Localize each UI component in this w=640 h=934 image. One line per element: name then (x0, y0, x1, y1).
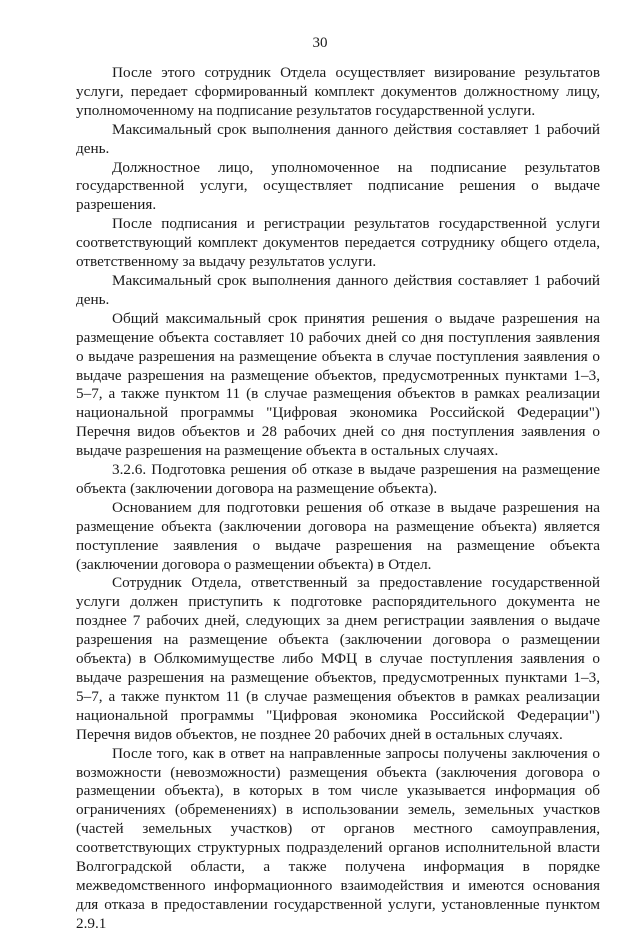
paragraph-deadline-1: Максимальный срок выполнения данного действия составляет 1 рабочий день. (76, 120, 600, 157)
paragraph-grounds: Основанием для подготовки решения об отказе в выдаче разрешения на размещение объекта (заключении договора на размещение объекта) является поступление заявления о выдаче разрешения на размещение объекта (заключении договора о размещении объекта) в Отдел. (76, 498, 600, 573)
document-body (76, 64, 600, 934)
paragraph-total-deadline: Общий максимальный срок принятия решения о выдаче разрешения на размещение объекта составляет 10 рабочих дней со дня поступления заявления о выдаче разрешения на размещение объекта в случае поступления заявления о выдаче разрешения на размещение объектов, предусмотренных пунктами 1–3, 5–7, а также пунктом 11 (в случае размещения объектов в рамках реализации национальной программы "Цифровая экономика Российской Федерации") Перечня видов объектов и 28 рабочих дней со дня поступления заявления о выдаче разрешения на размещение объекта в остальных случаях. (76, 309, 600, 460)
paragraph-visa: После этого сотрудник Отдела осуществляет визирование результатов услуги, передает сформированный комплект документов должностному лицу, уполномоченному на подписание результатов государственной услуги. (76, 64, 600, 119)
page-number: 30 (312, 35, 328, 51)
paragraph-registration: После подписания и регистрации результатов государственной услуги соответствующий комплект документов передается сотруднику общего отдела, ответственному за выдачу результатов услуги. (76, 215, 600, 271)
paragraph-after-requests: После того, как в ответ на направленные запросы получены заключения о возможности (невозможности) размещения объекта (заключения договора о размещении объекта), в которых в том числе указывается информация об ограничениях (обременениях) в использовании земель, земельных участков (частей земельных участков) от органов местного самоуправления, соответствующих структурных подразделений органов исполнительной власти Волгоградской области, а также получена информация в порядке межведомственного информационного взаимодействия и имеются основания для отказа в предоставлении государственной услуги, установленные пунктом 2.9.1 (76, 744, 600, 932)
paragraph-signing: Должностное лицо, уполномоченное на подписание результатов государственной услуги, осуществляет подписание решения о выдаче разрешения. (76, 158, 600, 214)
paragraph-deadline-2: Максимальный срок выполнения данного действия составляет 1 рабочий день. (76, 271, 600, 308)
paragraph-employee-duty: Сотрудник Отдела, ответственный за предоставление государственной услуги должен приступить к подготовке распорядительного документа не позднее 7 рабочих дней, следующих за днем регистрации заявления о выдаче разрешения на размещение объекта (заключении договора о размещении объекта) в Облкомимуществе либо МФЦ в случае поступления заявления о выдаче разрешения на размещение объектов, предусмотренных пунктами 1–3, 5–7, а также пунктом 11 (в случае размещения объектов в рамках реализации национальной программы "Цифровая экономика Российской Федерации") Перечня видов объектов, не позднее 20 рабочих дней в остальных случаях. (76, 574, 600, 743)
section-heading-3-2-6: 3.2.6. Подготовка решения об отказе в выдаче разрешения на размещение объекта (заключении договора на размещение объекта). (76, 461, 600, 497)
